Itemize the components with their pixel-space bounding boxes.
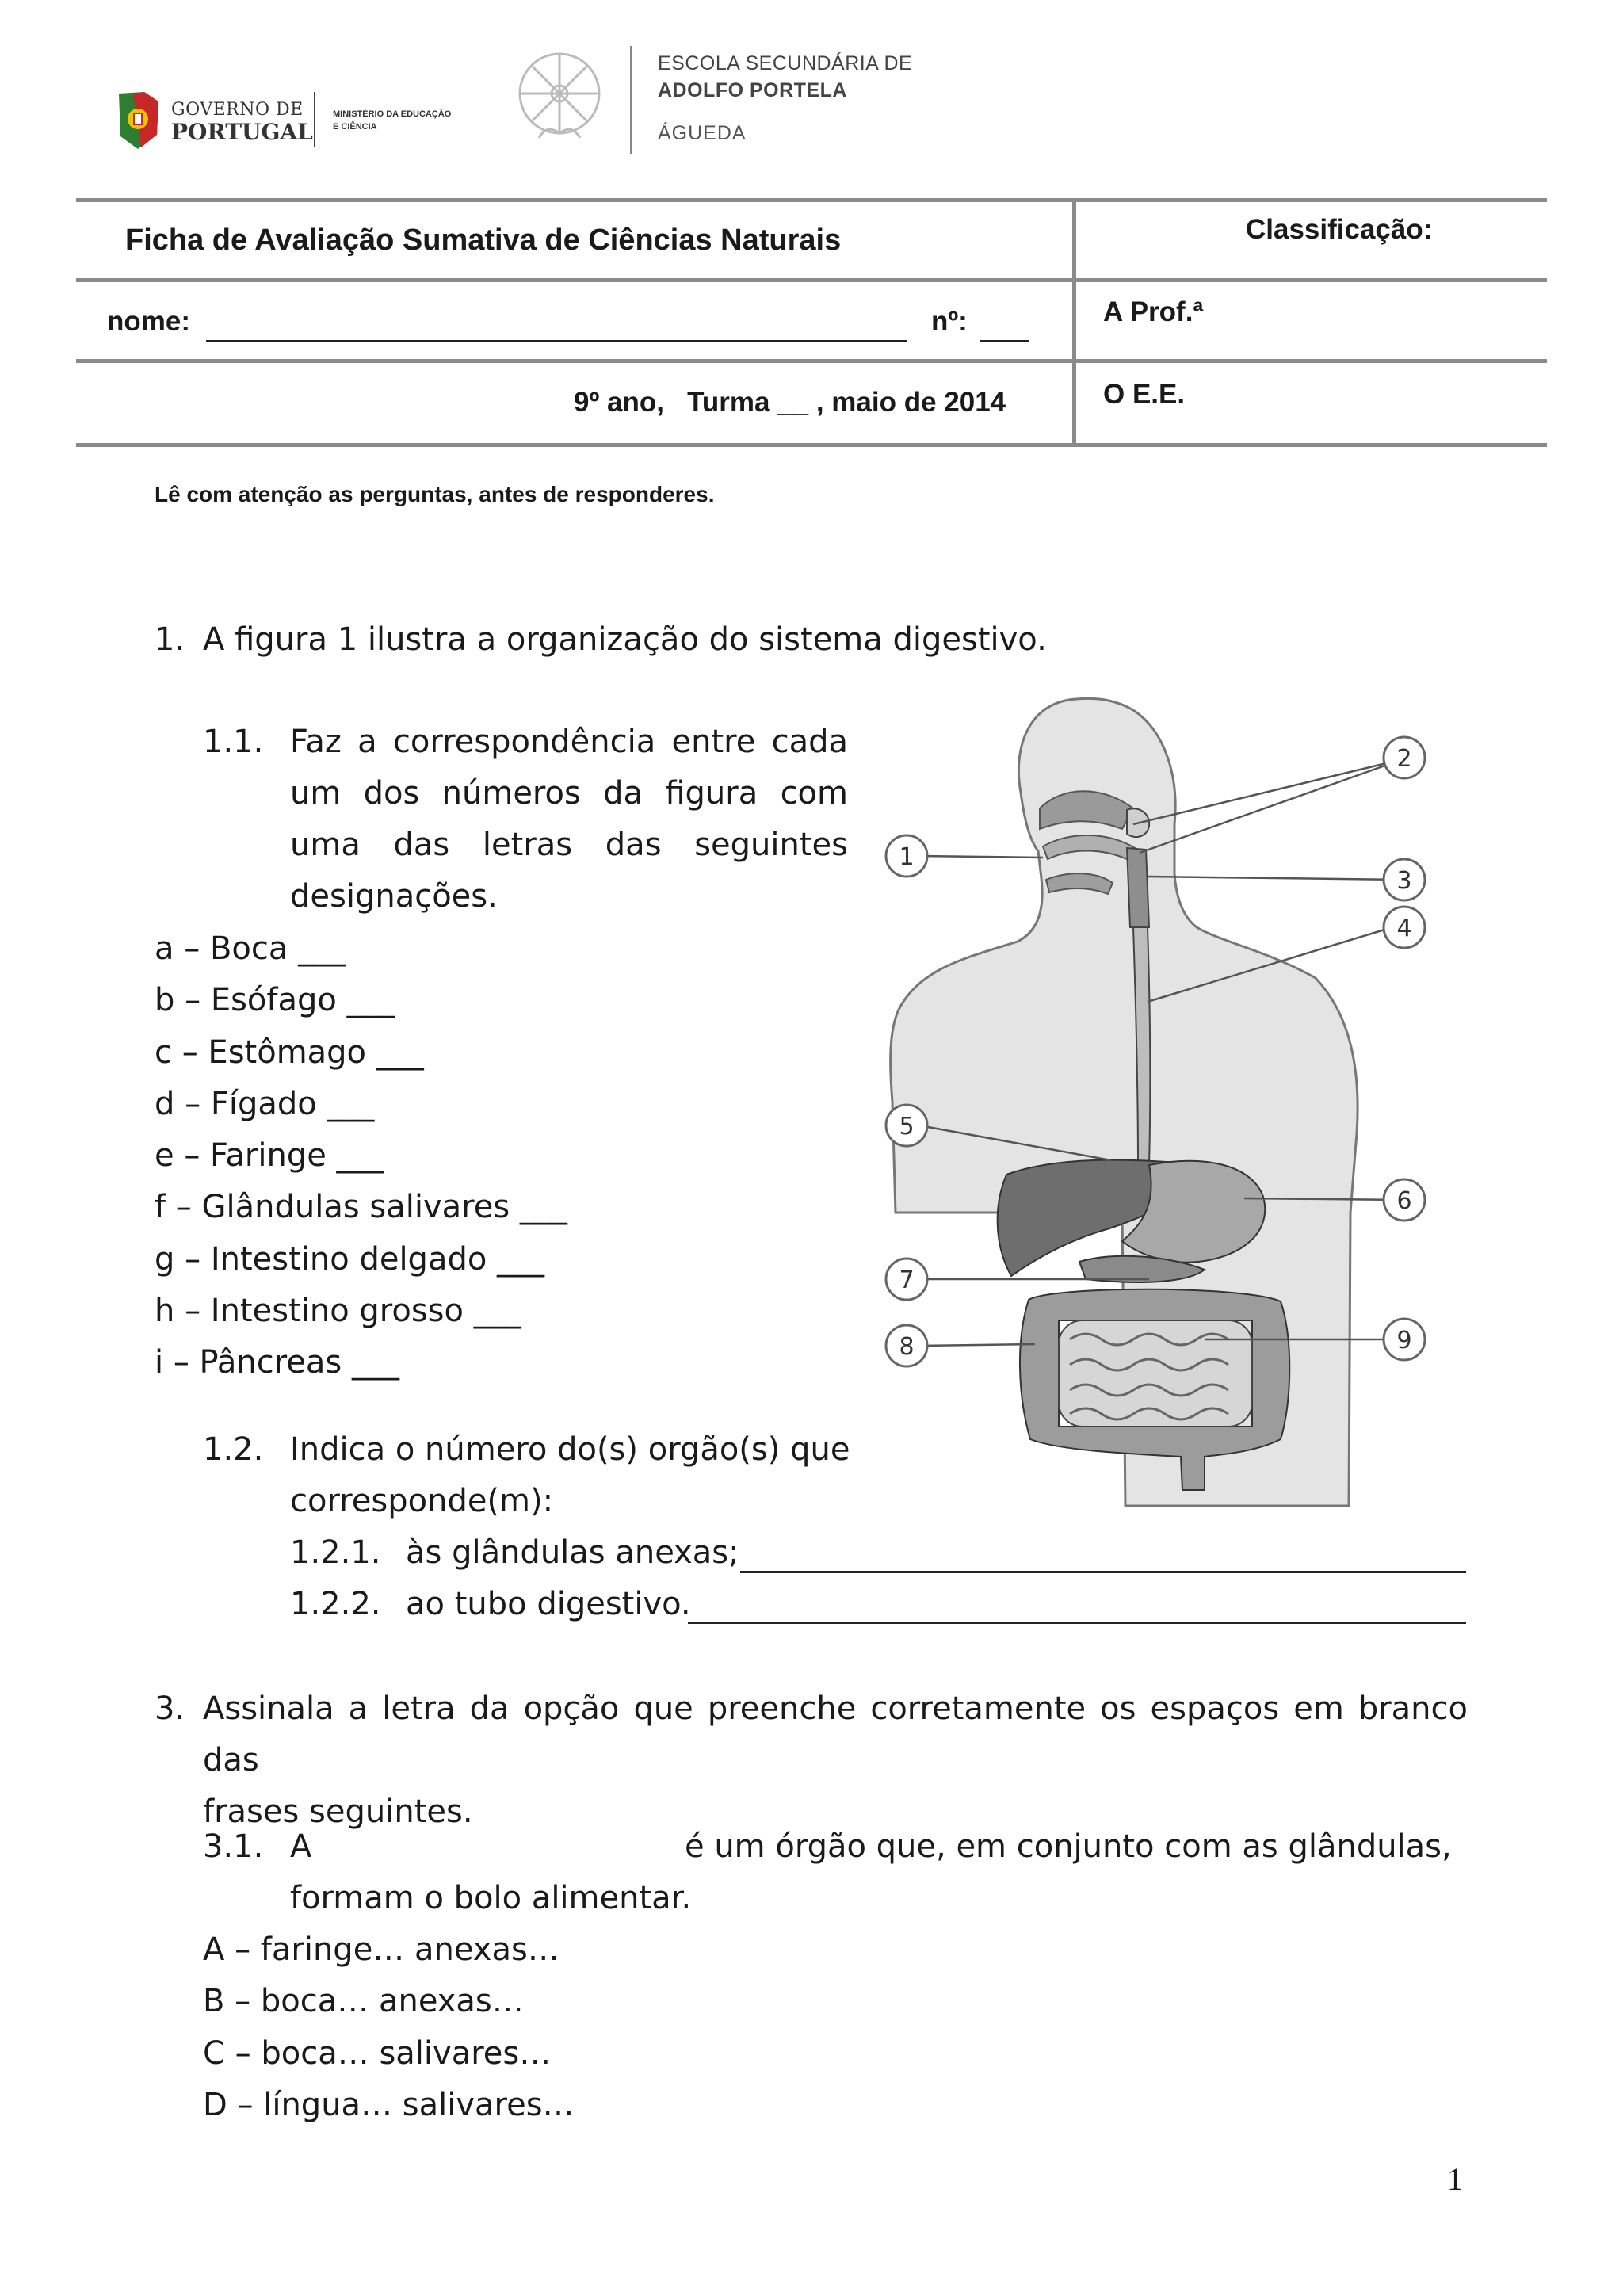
q31-line2: formam o bolo alimentar. — [290, 1880, 692, 1916]
q12-line1: Indica o número do(s) orgão(s) que — [290, 1431, 850, 1468]
list-item: e – Faringe ___ — [155, 1137, 384, 1175]
number-label: nº: — [931, 306, 968, 337]
name-field[interactable] — [206, 310, 907, 342]
q31-start: A — [290, 1828, 312, 1865]
callout-6: 6 — [1396, 1187, 1412, 1215]
school-divider — [630, 46, 632, 154]
callout-8: 8 — [899, 1333, 915, 1361]
school-line3: ÁGUEDA — [658, 122, 747, 144]
school-line1: ESCOLA SECUNDÁRIA DE — [658, 52, 913, 74]
callout-7: 7 — [899, 1266, 915, 1294]
q11-line: designações. — [290, 878, 498, 915]
callout-5: 5 — [899, 1113, 915, 1140]
callout-1: 1 — [899, 843, 915, 871]
table-row-divider — [76, 359, 1547, 363]
instructions: Lê com atenção as perguntas, antes de responderes. — [155, 482, 715, 506]
gov-line1: GOVERNO DE — [171, 100, 304, 120]
list-item: a – Boca ___ — [155, 930, 346, 967]
ministry-line2: E CIÊNCIA — [333, 122, 377, 132]
option-a[interactable]: A – faringe… anexas… — [203, 1931, 559, 1968]
matching-options-list — [155, 923, 567, 1389]
q1-number: 1. — [155, 621, 185, 658]
list-item: d – Fígado ___ — [155, 1085, 375, 1122]
option-b[interactable]: B – boca… anexas… — [203, 1983, 524, 2020]
q3-number: 3. — [155, 1690, 185, 1727]
table-bottom-border — [76, 443, 1547, 447]
option-c[interactable]: C – boca… salivares… — [203, 2034, 552, 2072]
q121-answer-field[interactable] — [740, 1539, 1466, 1573]
pharynx — [1127, 848, 1149, 927]
number-field[interactable] — [980, 310, 1029, 342]
guardian-label: O E.E. — [1103, 379, 1186, 410]
q11-line: um dos números da figura com — [290, 775, 848, 812]
list-item: c – Estômago ___ — [155, 1033, 424, 1071]
name-label: nome: — [107, 306, 190, 337]
q31-number: 3.1. — [203, 1828, 264, 1865]
q12-number: 1.2. — [203, 1431, 264, 1468]
q3-line2: frases seguintes. — [203, 1794, 473, 1830]
q122-text: ao tubo digestivo. — [406, 1586, 691, 1622]
callout-4: 4 — [1396, 915, 1412, 942]
q3-line1: Assinala a letra da opção que preenche corretamente os espaços em branco das — [203, 1690, 1468, 1778]
q11-line: uma das letras das seguintes — [290, 827, 848, 863]
school-line2: ADOLFO PORTELA — [658, 79, 847, 101]
logo-divider — [314, 92, 315, 147]
gov-line2: PORTUGAL — [171, 119, 313, 145]
teacher-label: A Prof.ª — [1103, 296, 1204, 327]
callout-3: 3 — [1396, 867, 1412, 895]
q3-text — [203, 1683, 1468, 1838]
q122-answer-field[interactable] — [688, 1590, 1466, 1624]
q1-text: A figura 1 ilustra a organização do sistema digestivo. — [203, 621, 1047, 658]
school-emblem-icon — [504, 44, 615, 155]
q31-options-list — [203, 1924, 575, 2131]
ministry-line1: MINISTÉRIO DA EDUCAÇÃO — [333, 109, 452, 119]
list-item: f – Glândulas salivares ___ — [155, 1189, 567, 1226]
table-row-divider — [76, 278, 1547, 282]
q121-text: às glândulas anexas; — [406, 1534, 739, 1571]
q122-number: 1.2.2. — [290, 1586, 381, 1622]
q11-line: Faz a correspondência entre cada — [290, 724, 848, 760]
class-line: 9º ano, Turma __ , maio de 2014 — [574, 387, 1006, 418]
table-top-border — [76, 198, 1547, 202]
government-logo — [117, 89, 482, 160]
q121-number: 1.2.1. — [290, 1534, 381, 1571]
option-d[interactable]: D – língua… salivares… — [203, 2086, 575, 2123]
digestive-system-figure — [872, 690, 1490, 1514]
portugal-shield-icon — [117, 90, 160, 151]
table-column-divider — [1072, 198, 1076, 447]
q11-text — [290, 716, 848, 923]
q12-line2: corresponde(m): — [290, 1483, 554, 1519]
callout-9: 9 — [1396, 1327, 1412, 1354]
list-item: b – Esófago ___ — [155, 982, 395, 1019]
q11-number: 1.1. — [203, 724, 264, 760]
form-title: Ficha de Avaliação Sumativa de Ciências Naturais — [125, 223, 842, 257]
callout-2: 2 — [1396, 745, 1412, 773]
page-number: 1 — [1447, 2161, 1463, 2197]
header-form-table — [76, 198, 1547, 447]
classification-label: Classificação: — [1246, 214, 1433, 245]
list-item: g – Intestino delgado ___ — [155, 1240, 545, 1278]
q31-end: é um órgão que, em conjunto com as glândulas, — [685, 1828, 1452, 1865]
list-item: i – Pâncreas ___ — [155, 1344, 399, 1381]
list-item: h – Intestino grosso ___ — [155, 1293, 521, 1330]
